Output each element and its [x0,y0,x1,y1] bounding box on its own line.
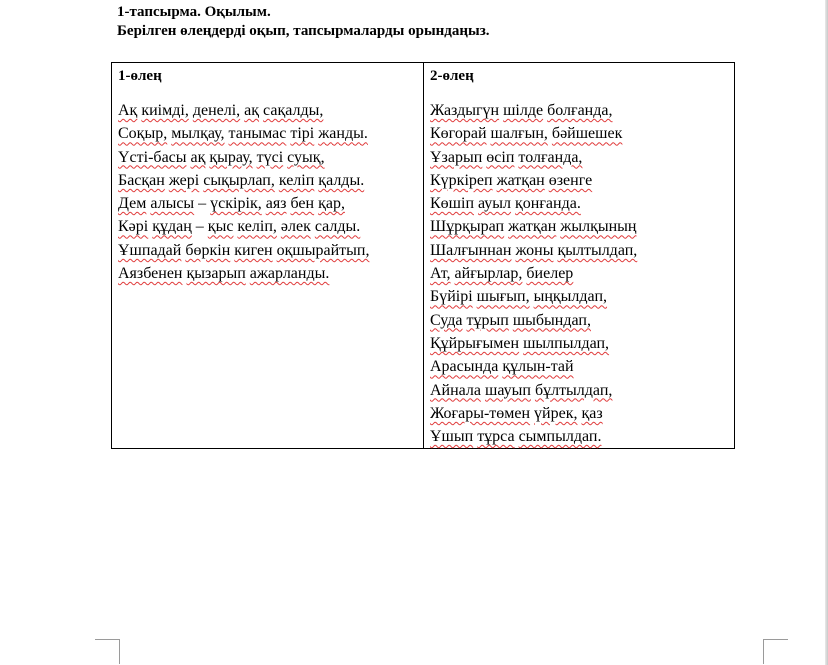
poem-line: Жаздыгүн шілде болғанда, [430,102,613,119]
table-row [112,63,735,449]
poem-line: Шұрқырап жатқан жылқының [430,218,637,236]
poem-line: Ат, айғырлар, биелер [430,265,574,283]
poem-lines [118,99,417,285]
poem-line: Жоғары-төмен үйрек, қаз [430,404,603,422]
poem-line: Ұзарып өсіп толғанда, [430,148,583,166]
task-instruction: Берілген өлеңдерді оқып, тапсырмаларды орындаңыз. [117,23,490,39]
poem-line: Соқыр, мылқау, танымас тірі жанды. [118,125,368,143]
page-corner-mark-left [95,639,120,664]
poem-line: Көгорай шалғын, бәйшешек [430,125,623,143]
poem-line: Кәрі құдаң – қыс келіп, әлек салды. [118,218,361,236]
poem-line: Басқан жері сықырлап, келіп қалды. [118,171,365,189]
poem-line: Ұшып тұрса сымпылдап. [430,428,602,446]
poem-cell-1[interactable] [112,63,424,449]
poem-line: Құйрығымен шылпылдап, [430,334,610,352]
poem-line: Айнала шауып бұлтылдап, [430,381,613,399]
poem-line: Ұшпадай бөркін киген оқшырайтып, [118,241,370,259]
poem-line: Дем алысы – үскірік, аяз бен қар, [118,195,345,213]
poems-table [111,62,735,449]
poem-title: 1-өлең [118,68,162,84]
poem-line: Арасында құлын-тай [430,358,574,376]
poem-line: Күркіреп жатқан өзенге [430,171,593,189]
poem-line: Шалғыннан жоны қылтылдап, [430,241,638,259]
poem-line: Көшіп ауыл қонғанда. [430,195,581,213]
poem-line: Суда тұрып шыбындап, [430,311,591,329]
page-corner-mark-right [763,639,788,664]
poem-title: 2-өлең [430,68,474,84]
poem-lines [430,99,728,448]
poem-cell-2[interactable] [424,63,735,449]
task-title: 1-тапсырма. Оқылым. [117,4,271,20]
poem-line: Аязбенен қызарып ажарланды. [118,265,330,283]
poem-line: Ақ киімді, денелі, ақ сақалды, [118,102,324,119]
poem-line: Үсті-басы ақ қырау, түсі суық, [118,148,325,166]
poem-line: Бүйірі шығып, ыңқылдап, [430,288,608,306]
